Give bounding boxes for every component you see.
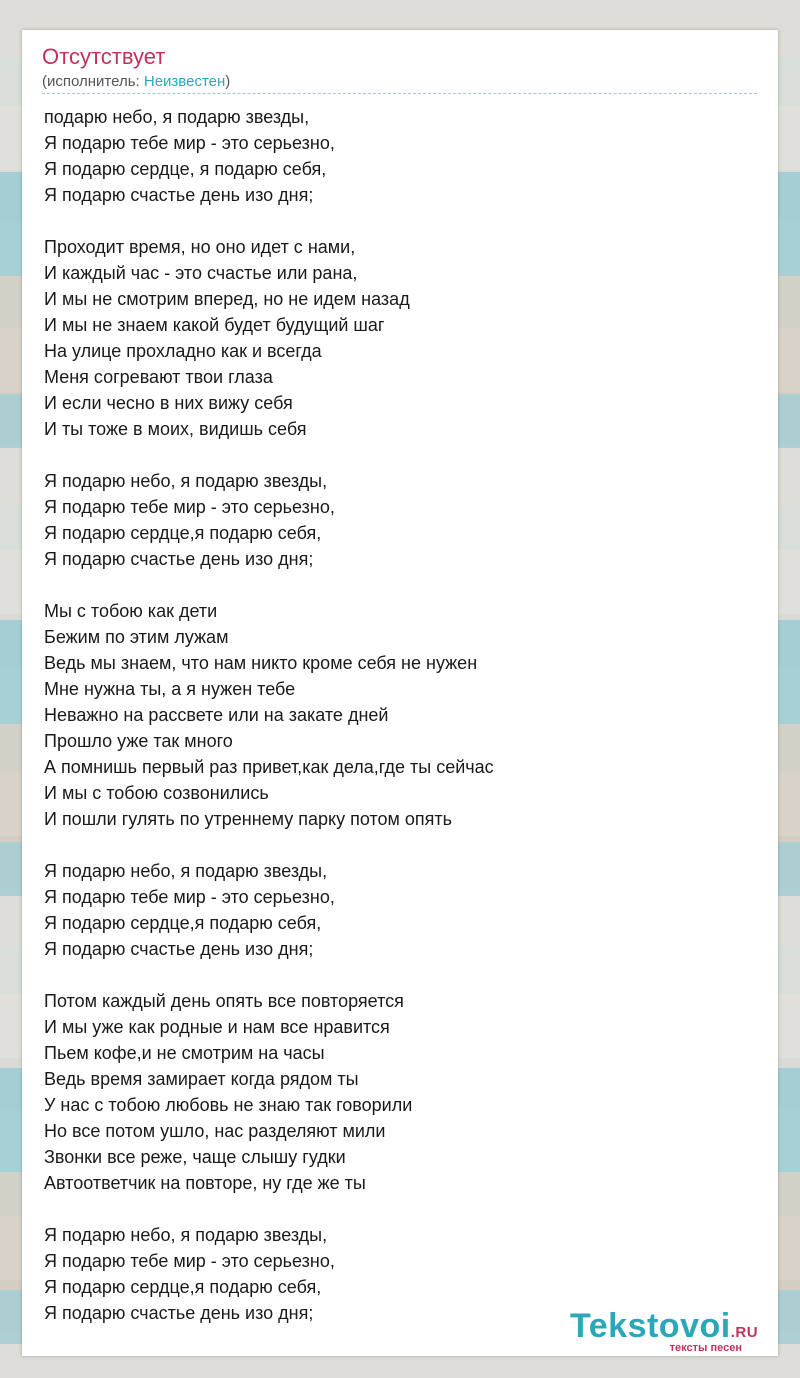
header-divider — [42, 93, 757, 94]
lyric-line: И мы уже как родные и нам все нравится — [44, 1017, 390, 1037]
lyric-line: И пошли гулять по утреннему парку потом опять — [44, 809, 452, 829]
lyric-line: Ведь время замирает когда рядом ты — [44, 1069, 359, 1089]
lyric-line: Я подарю тебе мир - это серьезно, — [44, 887, 335, 907]
logo-tld: .RU — [730, 1324, 759, 1341]
site-logo[interactable] — [570, 1308, 780, 1354]
lyric-line: На улице прохладно как и всегда — [44, 341, 322, 361]
lyric-line: А помнишь первый раз привет,как дела,где ты сейчас — [44, 757, 494, 777]
lyrics-text — [44, 104, 754, 1326]
lyric-line: Я подарю тебе мир - это серьезно, — [44, 133, 335, 153]
stanza-gap — [44, 1196, 754, 1222]
lyric-line: Я подарю небо, я подарю звезды, — [44, 471, 328, 491]
lyric-line: подарю небо, я подарю звезды, — [44, 107, 310, 127]
lyric-line: Прошло уже так много — [44, 731, 233, 751]
lyric-line: Я подарю счастье день изо дня; — [44, 549, 314, 569]
lyric-line: Но все потом ушло, нас разделяют мили — [44, 1121, 386, 1141]
lyrics-card — [22, 30, 778, 1356]
stanza-gap — [44, 572, 754, 598]
lyric-line: Неважно на рассвете или на закате дней — [44, 705, 389, 725]
lyric-line: Потом каждый день опять все повторяется — [44, 991, 404, 1011]
artist-link[interactable]: Неизвестен — [143, 73, 226, 90]
lyric-line: И если чесно в них вижу себя — [44, 393, 293, 413]
lyric-line: Я подарю небо, я подарю звезды, — [44, 1225, 328, 1245]
lyric-line: Мне нужна ты, а я нужен тебе — [44, 679, 296, 699]
logo-main-text: Tekstovoi — [570, 1307, 731, 1345]
stanza-gap — [44, 832, 754, 858]
lyric-line: И мы с тобою созвонились — [44, 783, 269, 803]
lyric-line: И мы не знаем какой будет будущий шаг — [44, 315, 385, 335]
song-title: Отсутствует — [42, 44, 166, 69]
lyric-line: Бежим по этим лужам — [44, 627, 229, 647]
lyric-line: Я подарю счастье день изо дня; — [44, 185, 314, 205]
lyric-line: Я подарю сердце,я подарю себя, — [44, 913, 322, 933]
stanza-gap — [44, 962, 754, 988]
lyric-line: Ведь мы знаем, что нам никто кроме себя не нужен — [44, 653, 478, 673]
artist-prefix: (исполнитель: — [42, 73, 144, 90]
lyric-line: Я подарю тебе мир - это серьезно, — [44, 497, 335, 517]
lyric-line: И мы не смотрим вперед, но не идем назад — [44, 289, 410, 309]
lyric-line: И каждый час - это счастье или рана, — [44, 263, 358, 283]
lyric-line: Меня согревают твои глаза — [44, 367, 273, 387]
lyric-line: Проходит время, но оно идет с нами, — [44, 237, 356, 257]
lyric-line: Пьем кофе,и не смотрим на часы — [44, 1043, 325, 1063]
lyric-line: Я подарю небо, я подарю звезды, — [44, 861, 328, 881]
lyric-line: У нас с тобою любовь не знаю так говорили — [44, 1095, 413, 1115]
lyric-line: Автоответчик на повторе, ну где же ты — [44, 1173, 366, 1193]
lyric-line: Я подарю сердце, я подарю себя, — [44, 159, 327, 179]
lyric-line: Я подарю сердце,я подарю себя, — [44, 1277, 322, 1297]
lyric-line: Я подарю счастье день изо дня; — [44, 1303, 314, 1323]
lyric-line: Я подарю сердце,я подарю себя, — [44, 523, 322, 543]
artist-line — [42, 73, 230, 90]
artist-suffix: ) — [225, 73, 231, 90]
lyric-line: Я подарю счастье день изо дня; — [44, 939, 314, 959]
lyric-line: И ты тоже в моих, видишь себя — [44, 419, 307, 439]
lyric-line: Звонки все реже, чаще слышу гудки — [44, 1147, 346, 1167]
stanza-gap — [44, 442, 754, 468]
lyric-line: Мы с тобою как дети — [44, 601, 218, 621]
stanza-gap — [44, 208, 754, 234]
lyric-line: Я подарю тебе мир - это серьезно, — [44, 1251, 335, 1271]
logo-tagline: тексты песен — [669, 1342, 742, 1354]
